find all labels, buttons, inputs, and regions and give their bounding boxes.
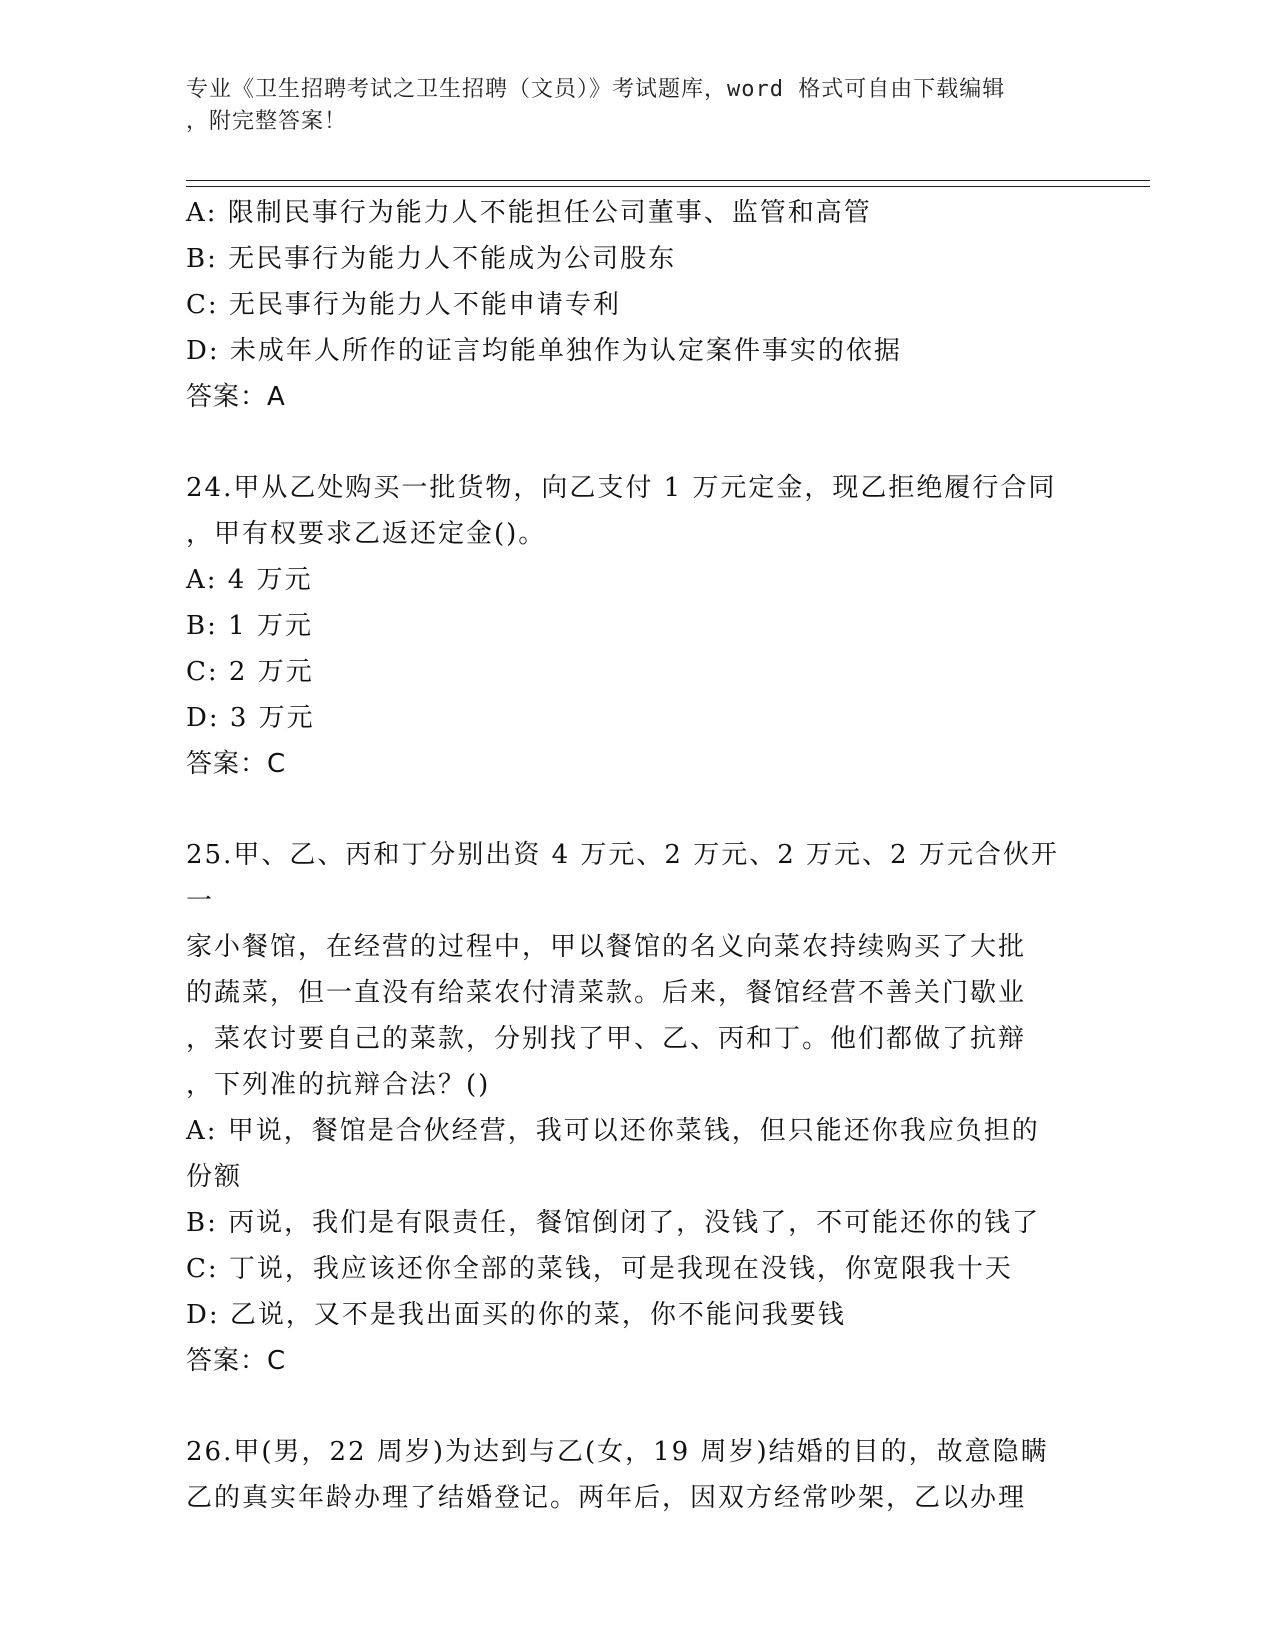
question-text-line: 乙的真实年龄办理了结婚登记。两年后，因双方经常吵架，乙以办理 xyxy=(186,1483,1027,1513)
question-text-line: 24.甲从乙处购买一批货物，向乙支付 1 万元定金，现乙拒绝履行合同 xyxy=(186,473,1057,503)
question-24 xyxy=(186,465,1086,787)
document-header xyxy=(186,74,1086,138)
question-text-line: ，甲有权要求乙返还定金()。 xyxy=(186,519,547,549)
question-text-line: 的蔬菜，但一直没有给菜农付清菜款。后来，餐馆经营不善关门歇业 xyxy=(186,978,1027,1008)
option-b: B: 无民事行为能力人不能成为公司股东 xyxy=(186,244,677,274)
answer: 答案：C xyxy=(186,1346,287,1376)
option-a-continued: 份额 xyxy=(186,1162,243,1192)
header-line-1: 专业《卫生招聘考试之卫生招聘（文员）》考试题库，word 格式可自由下载编辑 xyxy=(186,77,1006,102)
question-text-line: ，菜农讨要自己的菜款，分别找了甲、乙、丙和丁。他们都做了抗辩 xyxy=(186,1024,1027,1054)
question-26 xyxy=(186,1429,1086,1521)
question-text-line: 家小餐馆，在经营的过程中，甲以餐馆的名义向菜农持续购买了大批 xyxy=(186,932,1027,962)
question-text-line: 26.甲(男，22 周岁)为达到与乙(女，19 周岁)结婚的目的，故意隐瞒 xyxy=(186,1437,1049,1467)
question-text-line: 25.甲、乙、丙和丁分别出资 4 万元、2 万元、2 万元、2 万元合伙开一 xyxy=(186,840,1059,916)
option-a: A: 甲说，餐馆是合伙经营，我可以还你菜钱，但只能还你我应负担的 xyxy=(186,1116,1040,1146)
option-c: C: 无民事行为能力人不能申请专利 xyxy=(186,290,621,320)
header-line-2: ，附完整答案！ xyxy=(186,109,348,134)
option-b: B: 丙说，我们是有限责任，餐馆倒闭了，没钱了，不可能还你的钱了 xyxy=(186,1208,1041,1238)
option-b: B: 1 万元 xyxy=(186,611,313,641)
option-c: C: 2 万元 xyxy=(186,657,314,687)
option-d: D: 3 万元 xyxy=(186,703,315,733)
question-text-line: ，下列准的抗辩合法？() xyxy=(186,1070,491,1100)
option-d: D: 乙说，又不是我出面买的你的菜，你不能问我要钱 xyxy=(186,1300,846,1330)
header-divider-top xyxy=(186,180,1150,181)
option-d: D: 未成年人所作的证言均能单独作为认定案件事实的依据 xyxy=(186,336,902,366)
option-a: A: 4 万元 xyxy=(186,565,313,595)
question-23 xyxy=(186,190,1086,420)
option-a: A: 限制民事行为能力人不能担任公司董事、监管和高管 xyxy=(186,198,872,228)
option-c: C: 丁说，我应该还你全部的菜钱，可是我现在没钱，你宽限我十天 xyxy=(186,1254,1013,1284)
header-divider-bottom xyxy=(186,186,1150,187)
answer: 答案：C xyxy=(186,749,287,779)
question-25 xyxy=(186,832,1086,1384)
answer: 答案：A xyxy=(186,382,286,412)
document-body xyxy=(186,190,1086,1521)
